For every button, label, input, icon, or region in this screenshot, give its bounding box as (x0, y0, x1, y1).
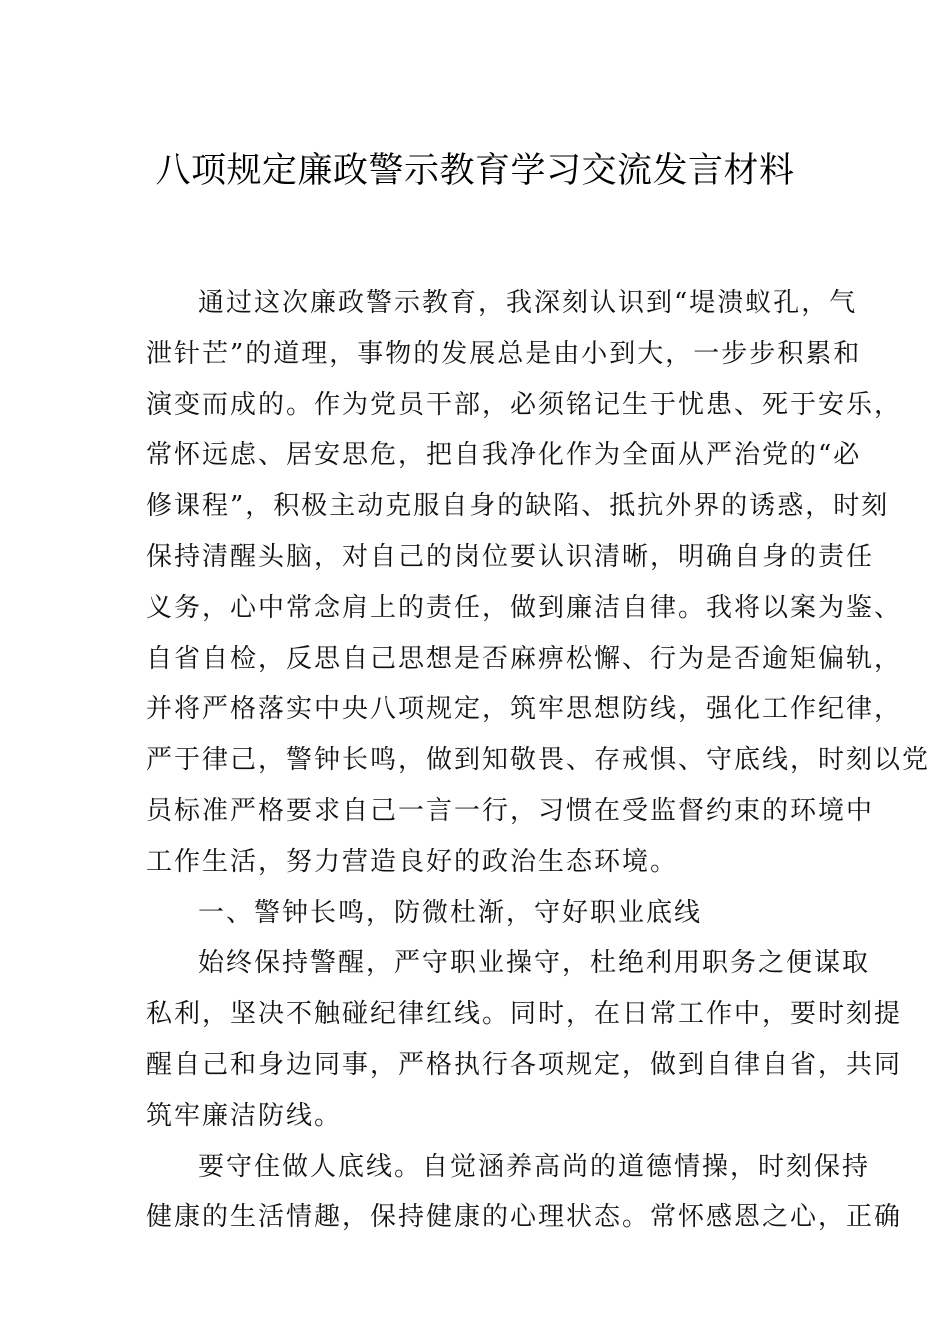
body-line: 健康的生活情趣，保持健康的心理状态。常怀感恩之心，正确 (146, 1202, 903, 1233)
body-line: 常怀远虑、居安思危，把自我净化作为全面从严治党的“必 (146, 440, 862, 471)
body-line: 义务，心中常念肩上的责任，做到廉洁自律。我将以案为鉴、 (146, 592, 903, 623)
body-line: 修课程”，积极主动克服自身的缺陷、抵抗外界的诱惑，时刻 (146, 491, 890, 522)
body-line: 严于律己，警钟长鸣，做到知敬畏、存戒惧、守底线，时刻以党 (146, 745, 931, 776)
body-line: 演变而成的。作为党员干部，必须铭记生于忧患、死于安乐， (146, 389, 903, 420)
body-line: 私利，坚决不触碰纪律红线。同时，在日常工作中，要时刻提 (146, 999, 903, 1030)
body-line: 要守住做人底线。自觉涵养高尚的道德情操，时刻保持 (198, 1151, 871, 1182)
body-line: 醒自己和身边同事，严格执行各项规定，做到自律自省，共同 (146, 1049, 903, 1080)
section-heading: 一、警钟长鸣，防微杜渐，守好职业底线 (198, 897, 703, 928)
body-line: 筑牢廉洁防线。 (146, 1100, 343, 1131)
body-line: 保持清醒头脑，对自己的岗位要认识清晰，明确自身的责任 (146, 541, 875, 572)
body-line: 泄针芒”的道理，事物的发展总是由小到大，一步步积累和 (146, 338, 862, 369)
body-line: 通过这次廉政警示教育，我深刻认识到“堤溃蚁孔，气 (198, 288, 858, 318)
document-body (146, 278, 931, 1243)
body-line: 员标准严格要求自己一言一行，习惯在受监督约束的环境中 (146, 795, 875, 826)
body-line: 自省自检，反思自己思想是否麻痹松懈、行为是否逾矩偏轨， (146, 643, 903, 674)
body-line: 并将严格落实中央八项规定，筑牢思想防线，强化工作纪律， (146, 694, 903, 725)
body-line: 始终保持警醒，严守职业操守，杜绝利用职务之便谋取 (198, 948, 871, 979)
body-line: 工作生活，努力营造良好的政治生态环境。 (146, 846, 679, 877)
document-title: 八项规定廉政警示教育学习交流发言材料 (155, 151, 795, 191)
